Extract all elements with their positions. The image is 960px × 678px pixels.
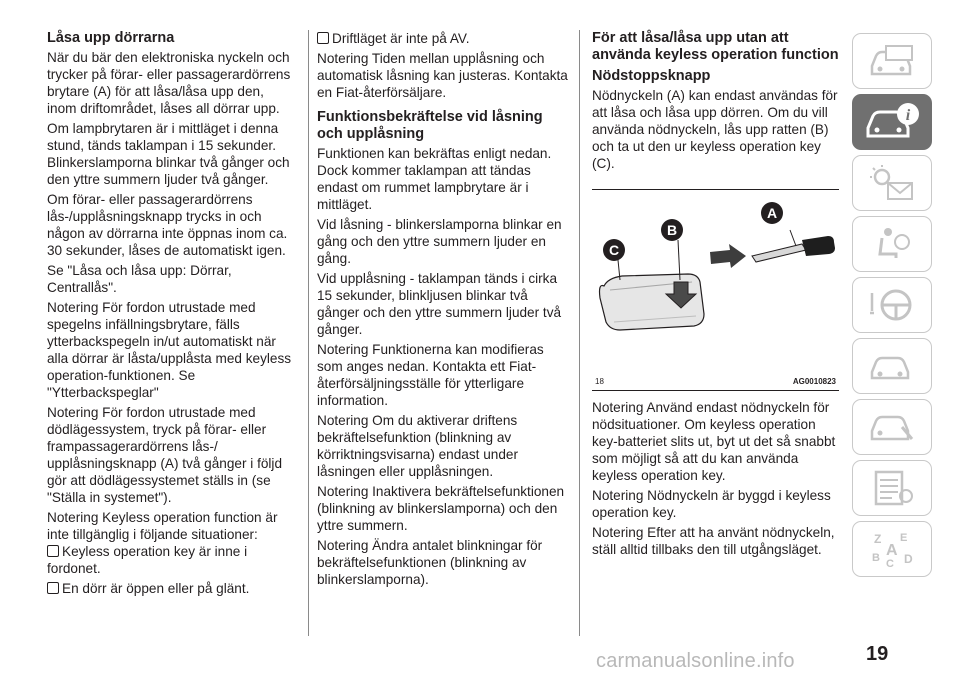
steering-wheel-icon	[866, 285, 918, 325]
callout-b-label: B	[666, 222, 678, 238]
chapter-sidebar	[852, 33, 934, 582]
tab-safety[interactable]	[852, 216, 932, 272]
keyless-key-illustration	[592, 190, 839, 390]
index-icon	[866, 529, 918, 569]
column-1	[47, 30, 297, 600]
note-paragraph: Notering Inaktivera bekräftelsefunktionen (blinkning av blinkerslamporna) och den yttre summern.	[317, 484, 565, 533]
svg-text:D: D	[904, 552, 913, 566]
paragraph: Om förar- eller passagerardörrens lås-/upplåsningsknapp trycks in och någon av dörrarna inte öppnas inom ca. 30 sekunder, låses de automatiskt igen.	[47, 192, 288, 258]
paragraph: När du bär den elektroniska nyckeln och trycker på förar- eller passagerardörrens brytare (A) för att låsa/låsa upp den, inom driftområdet, låses all dörrar upp.	[47, 50, 291, 116]
bullet-item: Keyless operation key är inne i	[47, 543, 297, 560]
paragraph: Funktionen kan bekräftas enligt nedan. Dock kommer taklampan att tändas endast om rummet lampbrytare är i mittläget.	[317, 146, 552, 212]
section-heading: För att låsa/låsa upp utan att använda keyless operation function	[592, 30, 839, 63]
specifications-icon	[866, 468, 918, 508]
paragraph: Se "Låsa och låsa upp: Dörrar, Centrallås".	[47, 263, 232, 295]
breakdown-car-icon	[866, 346, 918, 386]
svg-text:Z: Z	[874, 532, 882, 546]
paragraph: Om lampbrytaren är i mittläget i denna stund, tänds taklampan i 15 sekunder. Blinkerslamporna blinkar två gånger och den yttre summern ljuder två gånger.	[47, 121, 290, 187]
tab-index[interactable]	[852, 521, 932, 577]
tab-driving[interactable]	[852, 277, 932, 333]
subheading: Nödstoppsknapp	[592, 68, 711, 84]
svg-text:A: A	[886, 542, 898, 559]
column-3	[592, 30, 842, 561]
car-info-icon	[864, 102, 920, 142]
note-paragraph: Notering Ändra antalet blinkningar för bekräftelsefunktionen (blinkning av blinkerslamporna).	[317, 538, 543, 587]
tab-dashboard[interactable]	[852, 33, 932, 89]
paragraph: Vid låsning - blinkerslamporna blinkar en gång och den yttre summern ljuder en gång.	[317, 217, 562, 266]
figure-code: AG0010823	[792, 377, 836, 386]
bullet-item: Driftläget är inte på AV.	[317, 30, 570, 47]
car-service-icon	[866, 407, 918, 447]
watermark: carmanualsonline.info	[596, 650, 795, 672]
callout-a-label: A	[766, 205, 778, 221]
dashboard-car-icon	[866, 42, 918, 80]
tab-emergency[interactable]	[852, 338, 932, 394]
bullet-item: En dörr är öppen eller på glänt.	[47, 580, 297, 597]
svg-text:E: E	[900, 532, 908, 544]
page-number: 19	[866, 643, 889, 665]
tab-car-info[interactable]	[852, 94, 932, 150]
tab-specifications[interactable]	[852, 460, 932, 516]
paragraph: Nödnyckeln (A) kan endast användas för att låsa och låsa upp dörren. Om du vill använda nödnyckeln, lås upp ratten (B) och ta ut den ur keyless operation key (C).	[592, 88, 838, 171]
note-paragraph: Notering För fordon utrustade med dödlägessystem, tryck på förar- eller frampassagerardörrens lås-/ upplåsningsknapp (A) två gånger i följd gör att dödlägessystemet ställs in (se "Ställa in systemet").	[47, 405, 283, 505]
note-paragraph: Notering Tiden mellan upplåsning och automatisk låsning kan justeras. Kontakta en Fiat-återförsäljare.	[317, 51, 568, 100]
bullet-icon	[317, 32, 329, 44]
paragraph: Vid upplåsning - taklampan tänds i cirka 15 sekunder, blinkljusen blinkar två gånger och den yttre summern ljuder två gånger.	[317, 271, 562, 337]
note-paragraph: Notering Funktionerna kan modifieras som anges nedan. Kontakta ett Fiat-återförsäljningsställe för ytterligare information.	[317, 342, 544, 408]
airbag-seat-icon	[866, 224, 918, 264]
note-paragraph: Notering Efter att ha använt nödnyckeln, ställ alltid tillbaks den till utgångsläget.	[592, 525, 835, 557]
section-heading: Låsa upp dörrarna	[47, 30, 175, 46]
svg-text:C: C	[886, 558, 894, 569]
note-paragraph: Notering Om du aktiverar driftens bekräftelsefunktion (blinkning av körriktningsvisarna) endast under låsningen eller upplåsningen.	[317, 413, 518, 479]
tab-warning-lights[interactable]	[852, 155, 932, 211]
warning-lights-icon	[866, 163, 918, 203]
column-2	[317, 30, 570, 591]
column-divider	[308, 30, 309, 636]
key-figure	[592, 189, 839, 391]
column-divider	[579, 30, 580, 636]
bullet-continuation: fordonet.	[47, 561, 101, 576]
bullet-icon	[47, 545, 59, 557]
tab-maintenance[interactable]	[852, 399, 932, 455]
svg-text:i: i	[905, 107, 911, 124]
bullet-icon	[47, 582, 59, 594]
note-paragraph: Notering Använd endast nödnyckeln för nödsituationer. Om keyless operation key-batteriet slits ut, byt ut det så snabbt som möjligt så att du kan använda keyless operation key.	[592, 400, 836, 483]
callout-c-label: C	[608, 242, 620, 258]
figure-number: 18	[595, 377, 604, 386]
note-paragraph: Notering Keyless operation function är inte tillgänglig i följande situationer:	[47, 510, 278, 542]
note-paragraph: Notering För fordon utrustade med spegelns infällningsbrytare, fälls ytterbackspegeln in/ut automatiskt när alla dörrar är låsta/upplåsta med keyless operation-funktionen. Se "Ytterbackspeglar"	[47, 300, 292, 400]
section-heading: Funktionsbekräftelse vid låsning och upplåsning	[317, 109, 543, 142]
note-paragraph: Notering Nödnyckeln är byggd i keyless operation key.	[592, 488, 831, 520]
svg-text:B: B	[872, 552, 880, 564]
